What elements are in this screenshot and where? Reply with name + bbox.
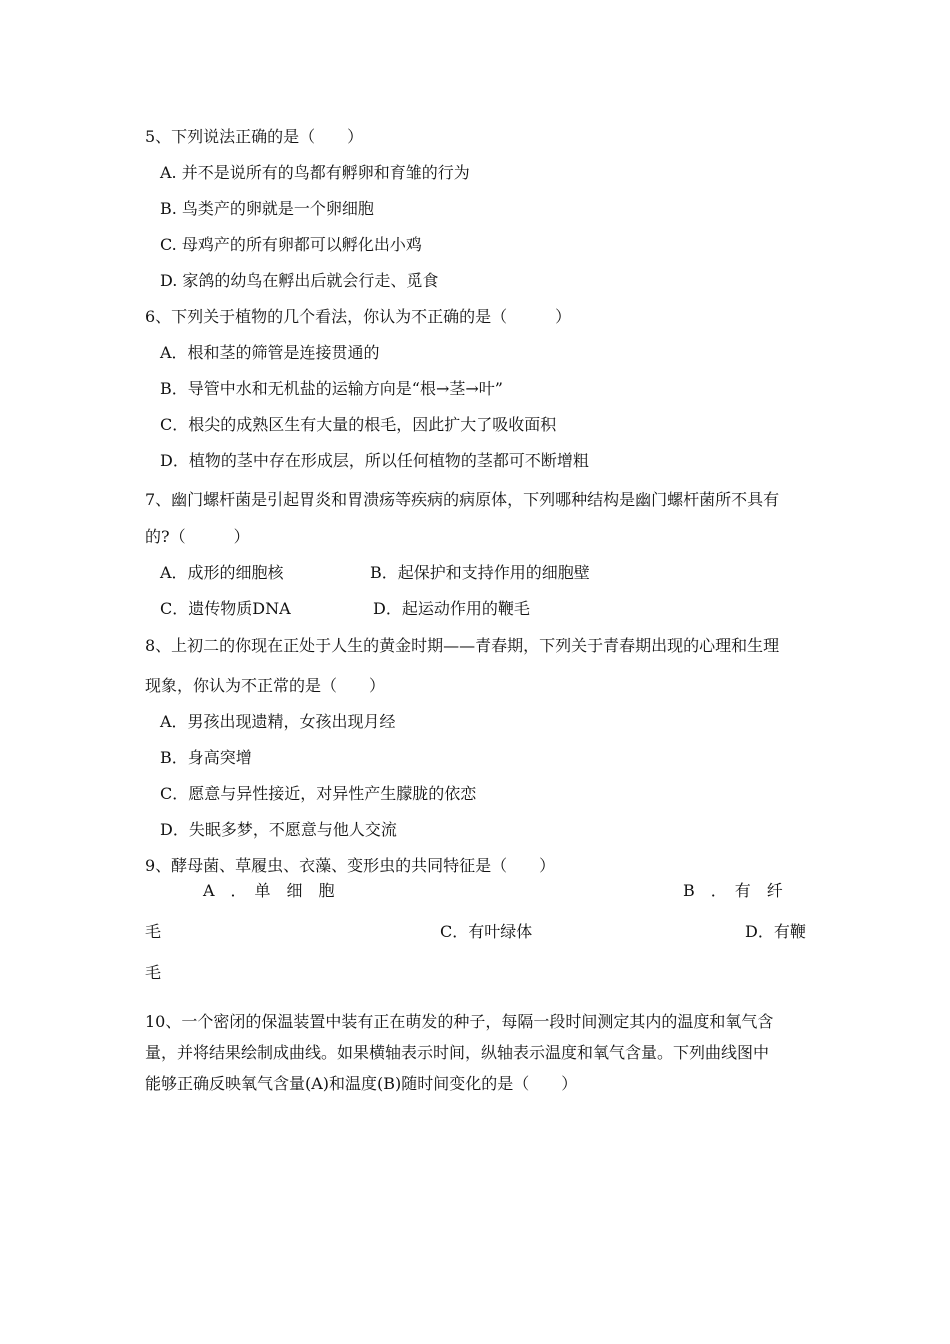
q5-option-a: A. 并不是说所有的鸟都有孵卵和育雏的行为 <box>160 163 470 182</box>
q6-option-b: B．导管中水和无机盐的运输方向是“根→茎→叶” <box>160 379 503 398</box>
q9-stem: 9、酵母菌、草履虫、衣藻、变形虫的共同特征是（ ） <box>145 856 556 875</box>
q9-option-d-cont: 毛 <box>145 963 162 982</box>
q8-option-b: B．身高突增 <box>160 748 252 767</box>
q8-stem-line1: 8、上初二的你现在正处于人生的黄金时期——青春期，下列关于青春期出现的心理和生理 <box>145 636 780 655</box>
q8-option-a: A．男孩出现遗精，女孩出现月经 <box>160 712 396 731</box>
q7-option-d: D．起运动作用的鞭毛 <box>373 599 530 618</box>
q5-stem: 5、下列说法正确的是（ ） <box>145 127 364 146</box>
q7-option-c: C．遗传物质DNA <box>160 599 291 618</box>
q9-option-d: D．有鞭 <box>745 922 806 941</box>
q9-option-b: B ． 有 纤 <box>683 881 783 900</box>
q9-option-a: A ． 单 细 胞 <box>203 881 335 900</box>
q9-option-c: C．有叶绿体 <box>440 922 533 941</box>
q6-option-d: D．植物的茎中存在形成层，所以任何植物的茎都可不断增粗 <box>160 451 589 470</box>
q5-option-c: C. 母鸡产的所有卵都可以孵化出小鸡 <box>160 235 422 254</box>
q7-option-b: B．起保护和支持作用的细胞壁 <box>370 563 590 582</box>
q8-option-c: C．愿意与异性接近，对异性产生朦胧的依恋 <box>160 784 477 803</box>
q6-stem: 6、下列关于植物的几个看法，你认为不正确的是（ ） <box>145 307 572 326</box>
q10-stem-line3: 能够正确反映氧气含量(A)和温度(B)随时间变化的是（ ） <box>145 1074 578 1093</box>
q6-option-a: A．根和茎的筛管是连接贯通的 <box>160 343 380 362</box>
q5-option-b: B. 鸟类产的卵就是一个卵细胞 <box>160 199 374 218</box>
q7-stem-line2: 的?（ ） <box>145 527 250 546</box>
q6-option-c: C．根尖的成熟区生有大量的根毛，因此扩大了吸收面积 <box>160 415 557 434</box>
q7-stem-line1: 7、幽门螺杆菌是引起胃炎和胃溃疡等疾病的病原体，下列哪种结构是幽门螺杆菌所不具有 <box>145 490 780 509</box>
q8-stem-line2: 现象，你认为不正常的是（ ） <box>145 676 386 695</box>
q10-stem-line1: 10、一个密闭的保温装置中装有正在萌发的种子，每隔一段时间测定其内的温度和氧气含 <box>145 1012 774 1031</box>
q10-stem-line2: 量，并将结果绘制成曲线。如果横轴表示时间，纵轴表示温度和氧气含量。下列曲线图中 <box>145 1043 770 1062</box>
q8-option-d: D．失眠多梦，不愿意与他人交流 <box>160 820 397 839</box>
q9-option-b-cont: 毛 <box>145 922 162 941</box>
q5-option-d: D. 家鸽的幼鸟在孵出后就会行走、觅食 <box>160 271 439 290</box>
q7-option-a: A．成形的细胞核 <box>160 563 284 582</box>
